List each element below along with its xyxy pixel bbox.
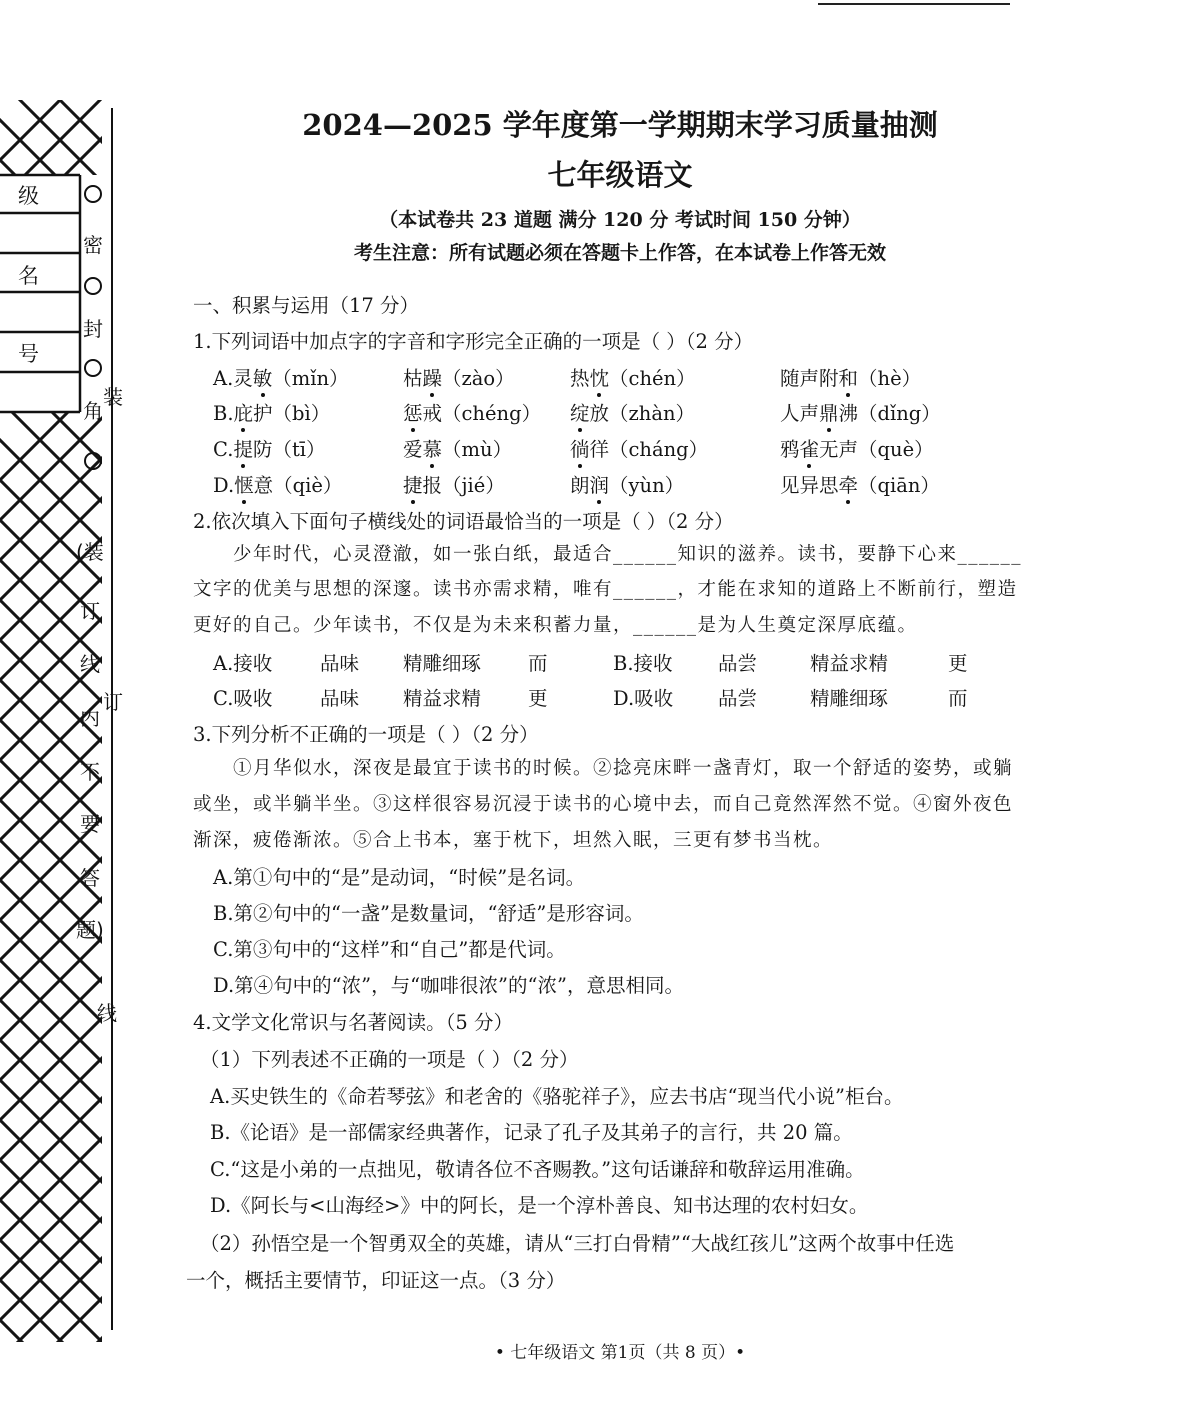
q4-option-a: A.买史铁生的《命若琴弦》和老舍的《骆驼祥子》，应去书店“现当代小说”柜台。 — [210, 1085, 904, 1108]
q1-option-a-4: 随声附和（hè） — [780, 363, 921, 391]
exam-subject: 七年级语文 — [547, 158, 693, 192]
q1-option-b-2: 惩戒（chéng） — [403, 398, 541, 426]
q3-option-a: A.第①句中的“是”是动词，“时候”是名词。 — [213, 866, 586, 889]
seal-char-mi: 密 — [83, 233, 103, 257]
instruction-char: 不 — [80, 760, 100, 784]
q1-option-c-3: 徜徉（cháng） — [570, 434, 708, 462]
q2-option-a-word: 精雕细琢 — [403, 652, 482, 675]
q1-option-a-2: 枯躁（zào） — [403, 363, 515, 391]
q1-option-a-1: A.灵敏（mǐn） — [213, 363, 349, 391]
q1-option-d-1: D.惬意（qiè） — [213, 470, 342, 498]
seal-circle — [84, 185, 102, 203]
class-label: 级 — [18, 184, 39, 208]
q3-option-d: D.第④句中的“浓”，与“咖啡很浓”的“浓”，意思相同。 — [213, 974, 684, 997]
instruction-char: 要 — [80, 812, 100, 836]
q2-passage-line: 文字的优美与思想的深邃。读书亦需求精，唯有______，才能在求知的道路上不断前行，塑造 — [193, 579, 1018, 600]
instruction-char: 内 — [80, 706, 100, 730]
q2-option-b-word: 精益求精 — [810, 652, 889, 675]
top-edge-line — [818, 3, 1010, 5]
q3-passage-line: 渐深，疲倦渐浓。⑤合上书本，塞于枕下，坦然入眠，三更有梦书当枕。 — [193, 830, 834, 851]
q2-option-a-word: 品味 — [320, 652, 360, 675]
instruction-char: 线 — [80, 652, 100, 676]
q3-option-c: C.第③句中的“这样”和“自己”都是代词。 — [213, 938, 566, 961]
q4-option-d: D.《阿长与<山海经>》中的阿长，是一个淳朴善良、知书达理的农村妇女。 — [210, 1194, 869, 1217]
q2-option-c-word: 精益求精 — [403, 687, 482, 710]
q2-option-b-word: 品尝 — [718, 652, 758, 675]
q2-option-c-word: 更 — [528, 687, 548, 710]
question-2-stem: 2.依次填入下面句子横线处的词语最恰当的一项是（ ）（2 分） — [193, 510, 734, 533]
q2-option-a-word: 而 — [528, 652, 548, 675]
question-4-sub2: （2）孙悟空是一个智勇双全的英雄，请从“三打白骨精”“大战红孩儿”这两个故事中任选 — [200, 1232, 955, 1255]
q1-option-c-4: 鸦雀无声（què） — [780, 434, 934, 462]
q2-option-d-word: 而 — [948, 687, 968, 710]
q2-option-a: A.接收 — [213, 652, 273, 675]
q2-passage-line: 更好的自己。少年读书，不仅是为未来积蓄力量，______是为人生奠定深厚底蕴。 — [193, 615, 918, 636]
question-4-sub2-cont: 一个，概括主要情节，印证这一点。（3 分） — [186, 1269, 566, 1292]
instruction-char: 题) — [76, 918, 104, 942]
question-4-sub1: （1）下列表述不正确的一项是（ ）（2 分） — [200, 1048, 579, 1071]
q3-option-b: B.第②句中的“一盏”是数量词，“舒适”是形容词。 — [213, 902, 644, 925]
seal-circle — [84, 359, 102, 377]
page-footer: • 七年级语文 第1页（共 8 页）• — [494, 1343, 746, 1363]
q2-option-d-word: 品尝 — [718, 687, 758, 710]
instruction-char: 订 — [80, 599, 100, 623]
q1-option-b-1: B.庇护（bì） — [213, 398, 330, 426]
q2-option-d-word: 精雕细琢 — [810, 687, 889, 710]
seal-char-jiao: 角 — [83, 399, 103, 423]
exam-title: 2024—2025 学年度第一学期期末学习质量抽测 — [302, 108, 938, 142]
q2-option-c: C.吸收 — [213, 687, 273, 710]
instruction-char: (装 — [76, 540, 104, 564]
q4-option-c: C.“这是小弟的一点拙见，敬请各位不吝赐教。”这句话谦辞和敬辞运用准确。 — [210, 1158, 865, 1181]
instruction-char: 答 — [80, 866, 100, 890]
q1-option-c-2: 爱慕（mù） — [403, 434, 512, 462]
q1-option-b-3: 绽放（zhàn） — [570, 398, 695, 426]
q1-option-b-4: 人声鼎沸（dǐng） — [780, 398, 941, 426]
exam-notice: 考生注意：所有试题必须在答题卡上作答，在本试卷上作答无效 — [353, 242, 886, 264]
section-heading: 一、积累与运用（17 分） — [193, 294, 420, 317]
question-1-stem: 1.下列词语中加点字的字音和字形完全正确的一项是（ ）（2 分） — [193, 330, 754, 353]
q3-passage-line: ①月华似水，深夜是最宜于读书的时候。②捻亮床畔一盏青灯，取一个舒适的姿势，或躺 — [233, 758, 1014, 779]
seal-circle — [84, 452, 102, 470]
q2-option-d: D.吸收 — [613, 687, 674, 710]
q2-option-c-word: 品味 — [320, 687, 360, 710]
binding-char-zhuang: 装 — [103, 385, 123, 409]
q4-option-b: B.《论语》是一部儒家经典著作，记录了孔子及其弟子的言行，共 20 篇。 — [210, 1121, 853, 1144]
exam-info: （本试卷共 23 道题 满分 120 分 考试时间 150 分钟） — [379, 209, 861, 231]
q3-passage-line: 或坐，或半躺半坐。③这样很容易沉浸于读书的心境中去，而自己竟然浑然不觉。④窗外夜色 — [193, 794, 1014, 815]
binding-margin — [0, 0, 185, 1414]
number-label: 号 — [18, 342, 39, 366]
q1-option-c-1: C.提防（tī） — [213, 434, 326, 462]
binding-char-ding: 订 — [103, 690, 123, 714]
q1-option-d-4: 见异思牵（qiān） — [780, 470, 940, 498]
seal-circle — [84, 277, 102, 295]
question-3-stem: 3.下列分析不正确的一项是（ ）（2 分） — [193, 723, 539, 746]
seal-char-feng: 封 — [83, 317, 103, 341]
name-label: 名 — [18, 264, 39, 288]
question-4-stem: 4.文学文化常识与名著阅读。（5 分） — [193, 1011, 513, 1034]
binding-char-xian: 线 — [97, 1001, 117, 1025]
q2-passage-line: 少年时代，心灵澄澈，如一张白纸，最适合______知识的滋养。读书，要静下心来______ — [233, 544, 1023, 565]
q1-option-d-3: 朗润（yùn） — [570, 470, 684, 498]
q1-option-a-3: 热忱（chén） — [570, 363, 696, 391]
q2-option-b: B.接收 — [613, 652, 673, 675]
q1-option-d-2: 捷报（jié） — [403, 470, 505, 498]
q2-option-b-word: 更 — [948, 652, 968, 675]
